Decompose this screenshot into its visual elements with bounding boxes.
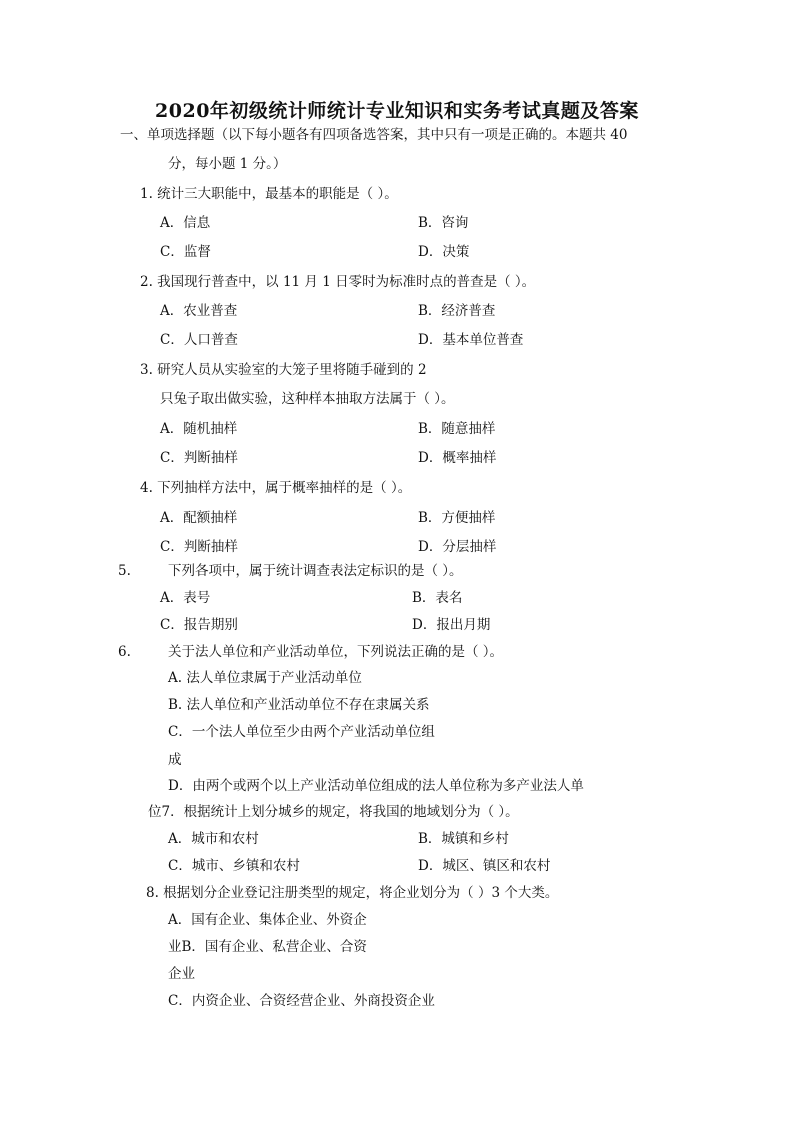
question-7-option-a: A．城市和农村 [168, 831, 259, 847]
question-1-option-a: A．信息 [160, 215, 211, 231]
question-3-option-d: D．概率抽样 [418, 450, 497, 466]
question-6-option-d: D．由两个或两个以上产业活动单位组成的法人单位称为多产业法人单 [168, 778, 584, 794]
question-6-option-c-cont: 成 [168, 752, 182, 768]
question-8-option-b-cont: 企业 [168, 966, 195, 982]
question-8-option-c: C．内资企业、合资经营企业、外商投资企业 [168, 993, 435, 1009]
question-5-stem: 下列各项中，属于统计调查表法定标识的是（ ）。 [168, 563, 463, 579]
question-2-option-d: D．基本单位普查 [418, 332, 524, 348]
question-1-stem: 1. 统计三大职能中，最基本的职能是（ ）。 [140, 186, 398, 202]
question-3-stem: 3. 研究人员从实验室的大笼子里将随手碰到的 2 [140, 362, 427, 378]
question-8-option-a-cont: 业B．国有企业、私营企业、合资 [168, 939, 367, 955]
question-2-option-b: B．经济普查 [418, 303, 496, 319]
question-4-option-d: D．分层抽样 [418, 539, 497, 555]
question-4-option-b: B．方便抽样 [418, 510, 496, 526]
question-7-option-c: C．城市、乡镇和农村 [168, 858, 300, 874]
question-7-option-b: B．城镇和乡村 [418, 831, 509, 847]
question-5-option-c: C．报告期别 [160, 617, 238, 633]
question-3-option-b: B．随意抽样 [418, 421, 496, 437]
question-1-option-c: C．监督 [160, 244, 211, 260]
question-4-option-c: C．判断抽样 [160, 539, 238, 555]
question-8-option-a: A．国有企业、集体企业、外资企 [168, 912, 367, 928]
section-heading-cont: 分，每小题 1 分。） [168, 156, 287, 172]
question-3-option-a: A．随机抽样 [160, 421, 238, 437]
question-5-option-a: A．表号 [160, 590, 211, 606]
question-6-option-c: C．一个法人单位至少由两个产业活动单位组 [168, 724, 435, 740]
question-3-option-c: C．判断抽样 [160, 450, 238, 466]
question-6-number: 6. [118, 644, 131, 660]
question-6-stem: 关于法人单位和产业活动单位，下列说法正确的是（ ）。 [168, 644, 504, 660]
question-2-option-a: A．农业普查 [160, 303, 238, 319]
question-7-stem: 位7．根据统计上划分城乡的规定，将我国的地域划分为（ ）。 [148, 804, 519, 820]
question-5-option-d: D．报出月期 [412, 617, 491, 633]
question-6-option-b: B. 法人单位和产业活动单位不存在隶属关系 [168, 697, 430, 713]
document-title: 2020年初级统计师统计专业知识和实务考试真题及答案 [155, 100, 639, 122]
question-3-stem-cont: 只兔子取出做实验，这种样本抽取方法属于（ ）。 [160, 391, 455, 407]
question-8-stem: 8. 根据划分企业登记注册类型的规定，将企业划分为（ ）3 个大类。 [146, 885, 559, 901]
question-5-option-b: B．表名 [412, 590, 463, 606]
question-2-option-c: C．人口普查 [160, 332, 238, 348]
question-4-stem: 4. 下列抽样方法中，属于概率抽样的是（ ）。 [140, 480, 412, 496]
question-1-option-b: B．咨询 [418, 215, 469, 231]
section-heading: 一、单项选择题（以下每小题各有四项备选答案，其中只有一项是正确的。本题共 40 [120, 127, 628, 143]
question-4-option-a: A．配额抽样 [160, 510, 238, 526]
question-2-stem: 2. 我国现行普查中，以 11 月 1 日零时为标准时点的普查是（ ）。 [140, 274, 536, 290]
question-6-option-a: A. 法人单位隶属于产业活动单位 [168, 670, 362, 686]
question-5-number: 5. [118, 563, 131, 579]
question-7-option-d: D．城区、镇区和农村 [418, 858, 551, 874]
question-1-option-d: D．决策 [418, 244, 470, 260]
